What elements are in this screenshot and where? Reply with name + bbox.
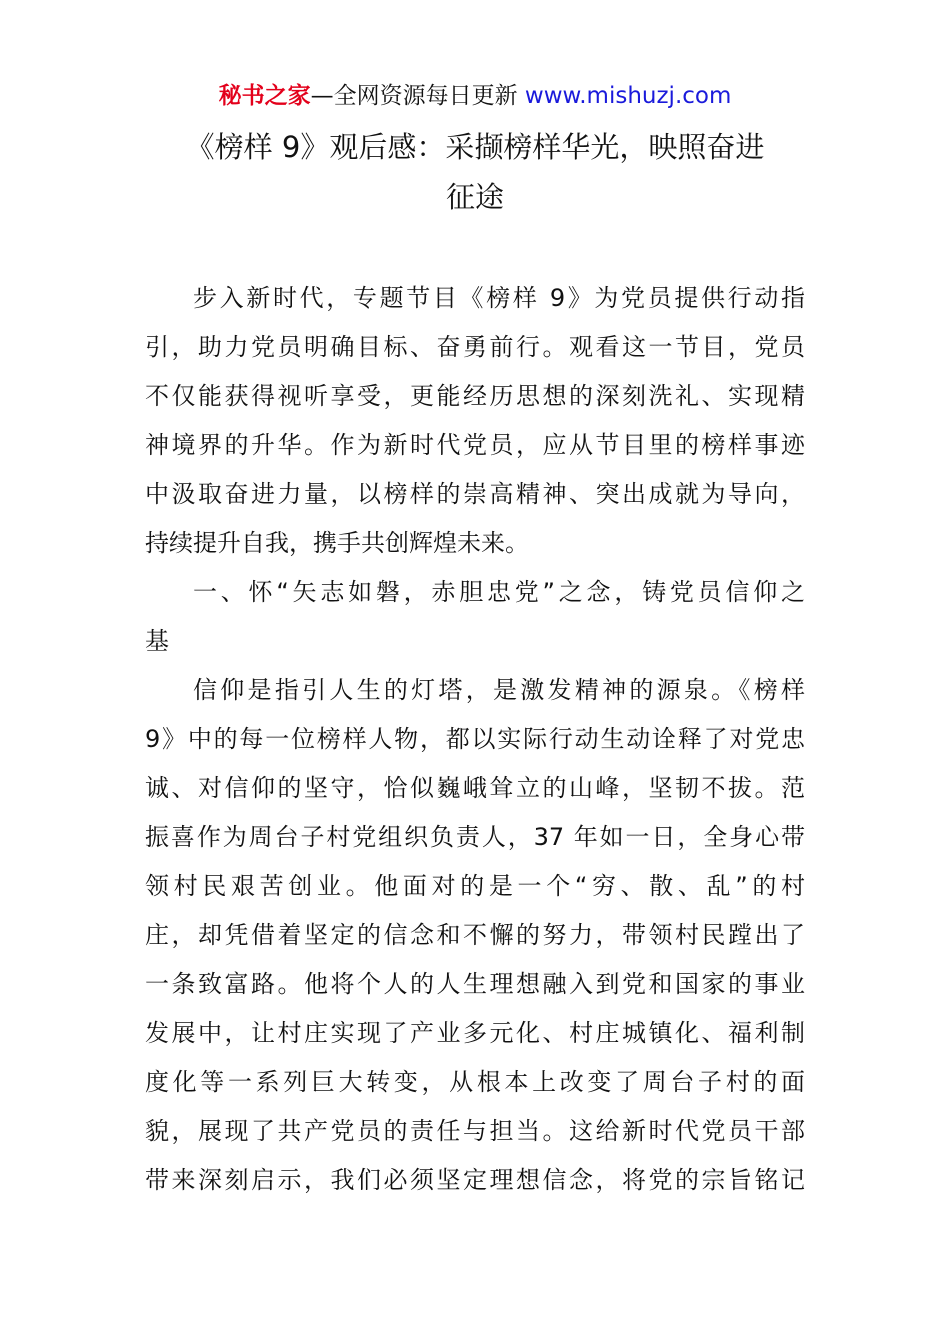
paragraph-line: 振喜作为周台子村党组织负责人，37 年如一日，全身心带 bbox=[145, 823, 805, 851]
paragraph-line: 领村民艰苦创业。他面对的是一个“穷、散、乱”的村 bbox=[145, 872, 805, 900]
paragraph-line: 带来深刻启示，我们必须坚定理想信念，将党的宗旨铭记 bbox=[145, 1166, 805, 1194]
paragraph-line: 发展中，让村庄实现了产业多元化、村庄城镇化、福利制 bbox=[145, 1019, 805, 1047]
paragraph-line: 貌，展现了共产党员的责任与担当。这给新时代党员干部 bbox=[145, 1117, 805, 1145]
paragraph-line: 不仅能获得视听享受，更能经历思想的深刻洗礼、实现精 bbox=[145, 382, 805, 410]
paragraph-line: 诚、对信仰的坚守，恰似巍峨耸立的山峰，坚韧不拔。范 bbox=[145, 774, 805, 802]
paragraph-line: 持续提升自我，携手共创辉煌未来。 bbox=[145, 529, 529, 557]
title-line: 征途 bbox=[445, 180, 504, 214]
site-header bbox=[0, 80, 950, 112]
document-body bbox=[145, 274, 805, 1205]
paragraph-line: 引，助力党员明确目标、奋勇前行。观看这一节目，党员 bbox=[145, 333, 805, 361]
brand-name: 秘书之家 bbox=[218, 83, 311, 109]
paragraph-line: 9》中的每一位榜样人物，都以实际行动生动诠释了对党忠 bbox=[145, 725, 805, 753]
paragraph-line: 步入新时代，专题节目《榜样 9》为党员提供行动指 bbox=[193, 284, 805, 312]
paragraph-line: 庄，却凭借着坚定的信念和不懈的努力，带领村民蹚出了 bbox=[145, 921, 805, 949]
section-heading-line: 基 bbox=[145, 627, 169, 655]
section-heading-line: 一、怀“矢志如磐，赤胆忠党”之念，铸党员信仰之 bbox=[193, 578, 805, 606]
paragraph-line: 中汲取奋进力量，以榜样的崇高精神、突出成就为导向， bbox=[145, 480, 805, 508]
header-tagline: —全网资源每日更新 bbox=[310, 83, 525, 109]
paragraph-line: 一条致富路。他将个人的人生理想融入到党和国家的事业 bbox=[145, 970, 805, 998]
document-title bbox=[145, 122, 805, 222]
title-line: 《榜样 9》观后感：采撷榜样华光，映照奋进 bbox=[185, 130, 765, 164]
paragraph-line: 度化等一系列巨大转变，从根本上改变了周台子村的面 bbox=[145, 1068, 805, 1096]
paragraph-line: 神境界的升华。作为新时代党员，应从节目里的榜样事迹 bbox=[145, 431, 805, 459]
paragraph-line: 信仰是指引人生的灯塔，是激发精神的源泉。《榜样 bbox=[193, 676, 805, 704]
site-url-link[interactable]: www.mishuzj.com bbox=[524, 83, 732, 109]
